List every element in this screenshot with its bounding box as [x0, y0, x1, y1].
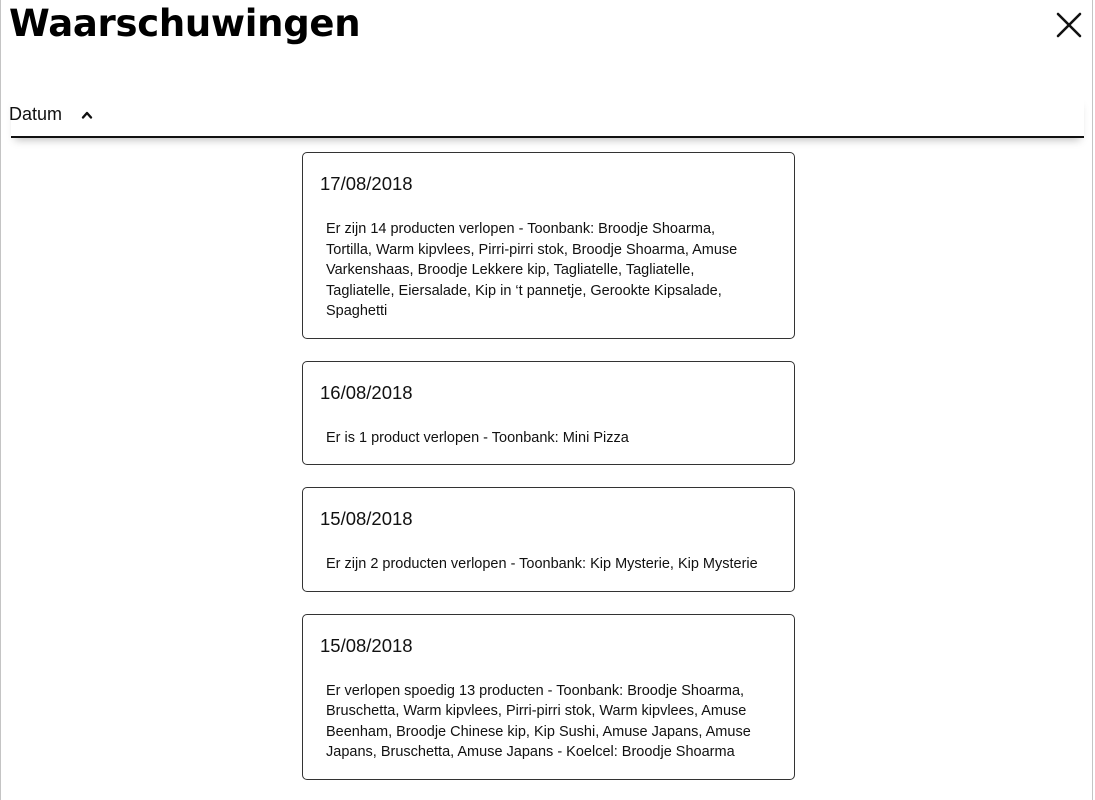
- chevron-up-icon: [80, 108, 94, 122]
- close-icon: [1054, 10, 1084, 40]
- warning-card[interactable]: [302, 361, 795, 466]
- sort-bar: [11, 96, 1084, 138]
- page-title: Waarschuwingen: [9, 2, 361, 45]
- sort-label: Datum: [9, 104, 63, 124]
- warning-date: 16/08/2018: [320, 381, 413, 403]
- warning-card[interactable]: [302, 152, 795, 339]
- warning-message: Er is 1 product verlopen - Toonbank: Mini Pizza: [326, 429, 629, 446]
- warning-card[interactable]: [302, 614, 795, 780]
- warning-card[interactable]: [302, 487, 795, 592]
- sort-by-date-toggle[interactable]: [9, 104, 94, 125]
- warning-message: Er verlopen spoedig 13 producten - Toonbank: Broodje Shoarma, Bruschetta, Warm kipvlees, Pirri-pirri stok, Warm kipvlees, Amuse Beenham, Broodje Chinese kip, Kip Sushi, Amuse Japans, Amuse Japans, Bruschetta, Amuse Japans - Koelcel: Broodje Shoarma: [326, 682, 751, 760]
- warning-message: Er zijn 14 producten verlopen - Toonbank: Broodje Shoarma, Tortilla, Warm kipvlees, Pirri-pirri stok, Broodje Shoarma, Amuse Varkenshaas, Broodje Lekkere kip, Tagliatelle, Tagliatelle, Tagliatelle, Eiersalade, Kip in ‘t pannetje, Gerookte Kipsalade, Spaghetti: [326, 221, 738, 319]
- warning-message: Er zijn 2 producten verlopen - Toonbank: Kip Mysterie, Kip Mysterie: [326, 556, 758, 572]
- warnings-list: [302, 152, 795, 800]
- warning-date: 17/08/2018: [320, 173, 413, 194]
- warning-date: 15/08/2018: [320, 508, 413, 529]
- close-button[interactable]: [1054, 10, 1084, 40]
- warning-date: 15/08/2018: [320, 634, 413, 656]
